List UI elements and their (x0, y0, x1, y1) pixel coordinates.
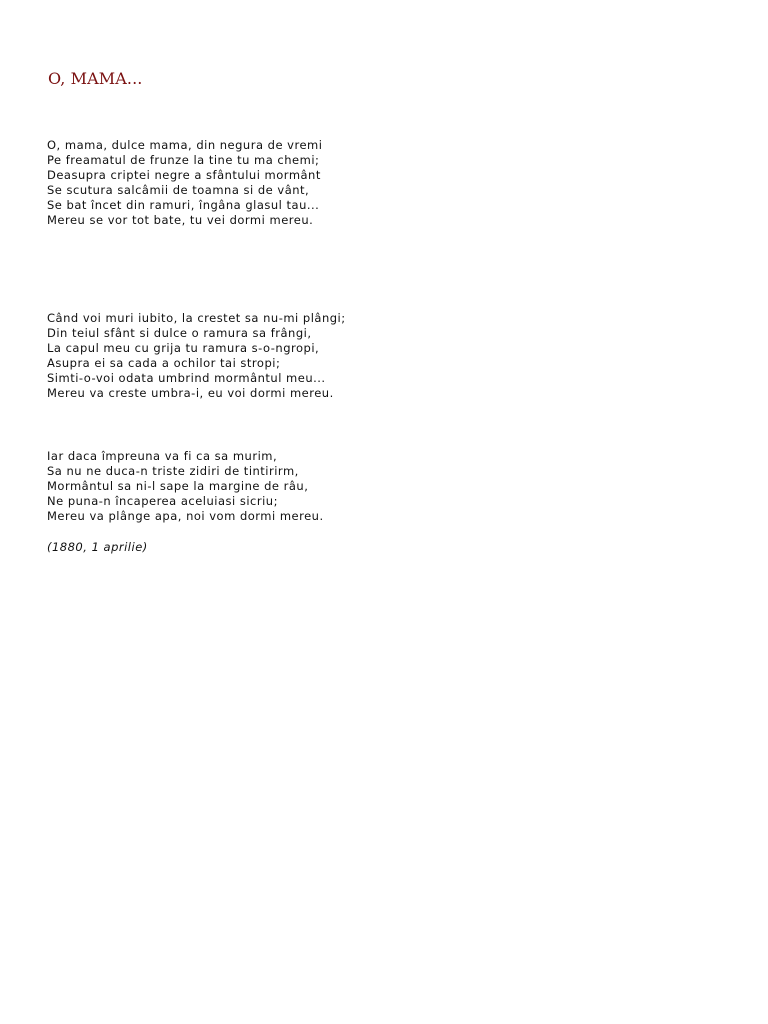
verse-line: Sa nu ne duca-n triste zidiri de tintirirm, (47, 464, 299, 478)
poem-title: O, MAMA... (48, 69, 143, 88)
verse-line: O, mama, dulce mama, din negura de vremi (47, 138, 323, 152)
verse-line: Deasupra criptei negre a sfântului mormânt (47, 168, 321, 182)
verse-line: Mereu va creste umbra-i, eu voi dormi mereu. (47, 386, 334, 400)
verse-line: Ne puna-n încaperea aceluiasi sicriu; (47, 494, 278, 508)
verse-line: Când voi muri iubito, la crestet sa nu-mi plângi; (47, 311, 346, 325)
verse-line: Din teiul sfânt si dulce o ramura sa frângi, (47, 326, 312, 340)
verse-line: Mereu va plânge apa, noi vom dormi mereu. (47, 509, 324, 523)
verse-line: Se scutura salcâmii de toamna si de vânt, (47, 183, 310, 197)
verse-line: La capul meu cu grija tu ramura s-o-ngropi, (47, 341, 320, 355)
verse-line: Se bat încet din ramuri, îngâna glasul tau... (47, 198, 320, 212)
stanza-1 (47, 138, 322, 228)
stanza-3 (47, 449, 324, 524)
verse-line: Mormântul sa ni-l sape la margine de râu, (47, 479, 309, 493)
stanza-2 (47, 311, 346, 401)
verse-line: Simti-o-voi odata umbrind mormântul meu... (47, 371, 326, 385)
verse-line: Pe freamatul de frunze la tine tu ma chemi; (47, 153, 320, 167)
poem-date: (1880, 1 aprilie) (47, 540, 148, 554)
verse-line: Mereu se vor tot bate, tu vei dormi mereu. (47, 213, 314, 227)
verse-line: Iar daca împreuna va fi ca sa murim, (47, 449, 278, 463)
verse-line: Asupra ei sa cada a ochilor tai stropi; (47, 356, 281, 370)
